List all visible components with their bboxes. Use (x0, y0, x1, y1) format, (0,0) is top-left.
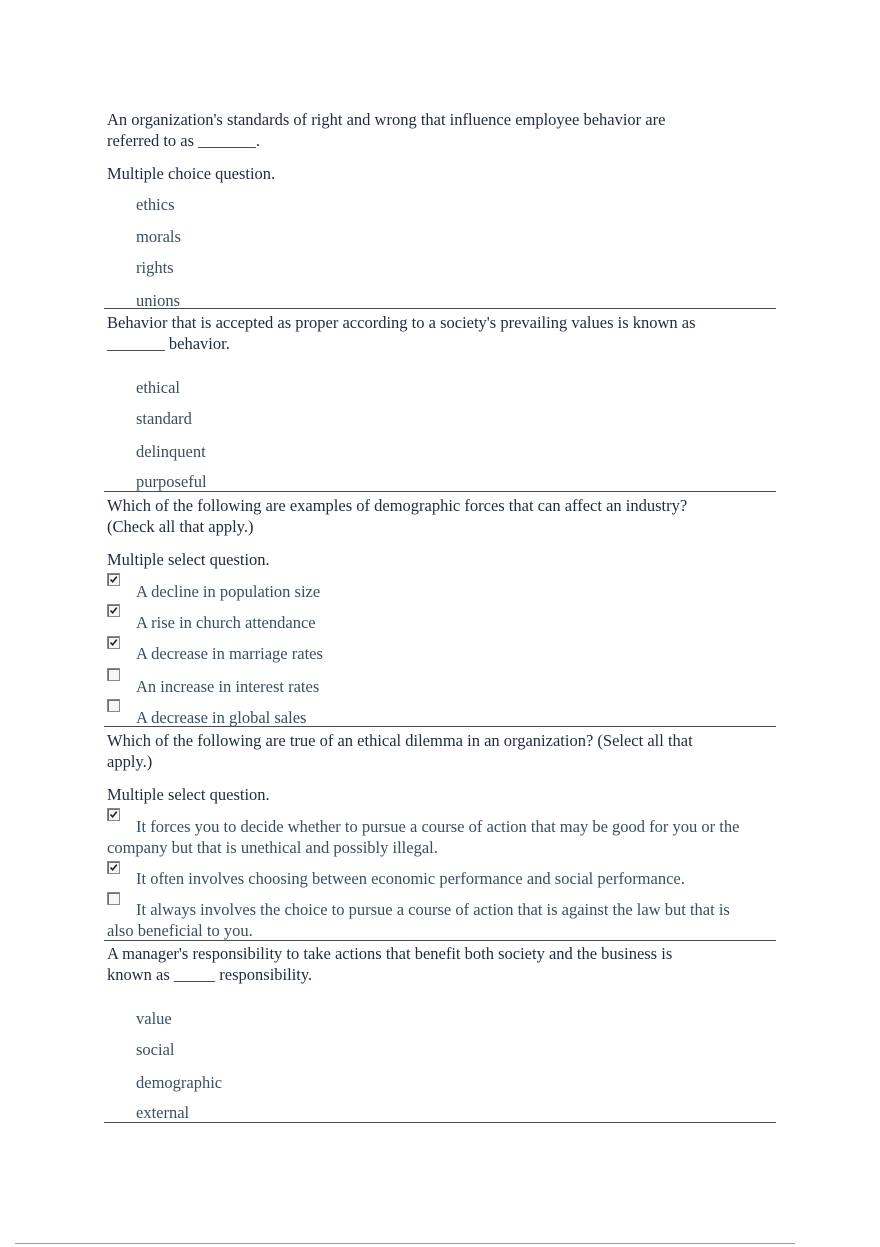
answer-option[interactable]: A decrease in global sales (136, 708, 307, 727)
answer-option[interactable]: value (136, 1009, 172, 1028)
answer-option[interactable]: demographic (136, 1073, 223, 1092)
question-divider (104, 491, 776, 492)
question-1 (107, 109, 776, 310)
page-footer-rule (15, 1243, 795, 1244)
answer-option[interactable]: external (136, 1103, 190, 1122)
answer-option[interactable]: ethics (136, 195, 175, 214)
checkbox-checked[interactable] (107, 573, 120, 586)
answer-option[interactable]: ethical (136, 378, 180, 397)
checkmark-icon (109, 575, 118, 584)
checkbox-unchecked[interactable] (107, 699, 120, 712)
question-text: Behavior that is accepted as proper according to a society's prevailing values is known as _______ behavior. (107, 313, 696, 353)
answer-option[interactable]: standard (136, 409, 192, 428)
answer-option[interactable]: A rise in church attendance (136, 613, 316, 632)
answer-option[interactable]: morals (136, 227, 181, 246)
question-type-label: Multiple choice question. (107, 164, 276, 183)
answer-option[interactable]: A decline in population size (136, 582, 321, 601)
question-divider (104, 1122, 776, 1123)
question-type-label: Multiple select question. (107, 550, 270, 569)
answer-option[interactable]: An increase in interest rates (136, 677, 320, 696)
checkmark-icon (109, 606, 118, 615)
answer-option[interactable]: delinquent (136, 442, 206, 461)
checkmark-icon (109, 638, 118, 647)
answer-option[interactable]: rights (136, 258, 174, 277)
answer-option[interactable]: purposeful (136, 472, 207, 491)
question-2 (107, 312, 776, 491)
answer-option[interactable]: It always involves the choice to pursue a course of action that is against the law but that is also beneficial to you. (107, 900, 730, 940)
question-text: Which of the following are examples of demographic forces that can affect an industry? (Check all that apply.) (107, 496, 688, 536)
question-4 (107, 730, 776, 940)
checkbox-checked[interactable] (107, 636, 120, 649)
answer-option[interactable]: A decrease in marriage rates (136, 644, 323, 663)
question-divider (104, 308, 776, 309)
question-text: A manager's responsibility to take actions that benefit both society and the business is known as _____ responsibility. (107, 944, 673, 984)
checkbox-checked[interactable] (107, 604, 120, 617)
answer-option[interactable]: It often involves choosing between economic performance and social performance. (136, 869, 685, 888)
question-type-label: Multiple select question. (107, 785, 270, 804)
answer-option[interactable]: unions (136, 291, 181, 310)
question-3 (107, 495, 776, 727)
answer-option[interactable]: It forces you to decide whether to pursue a course of action that may be good for you or the company but that is unethical and possibly illegal. (107, 817, 740, 857)
question-text: An organization's standards of right and wrong that influence employee behavior are referred to as _______. (107, 110, 666, 150)
question-5 (107, 943, 776, 1122)
checkbox-unchecked[interactable] (107, 668, 120, 681)
question-divider (104, 726, 776, 727)
question-text: Which of the following are true of an ethical dilemma in an organization? (Select all that apply.) (107, 731, 693, 771)
question-divider (104, 940, 776, 941)
answer-option[interactable]: social (136, 1040, 175, 1059)
